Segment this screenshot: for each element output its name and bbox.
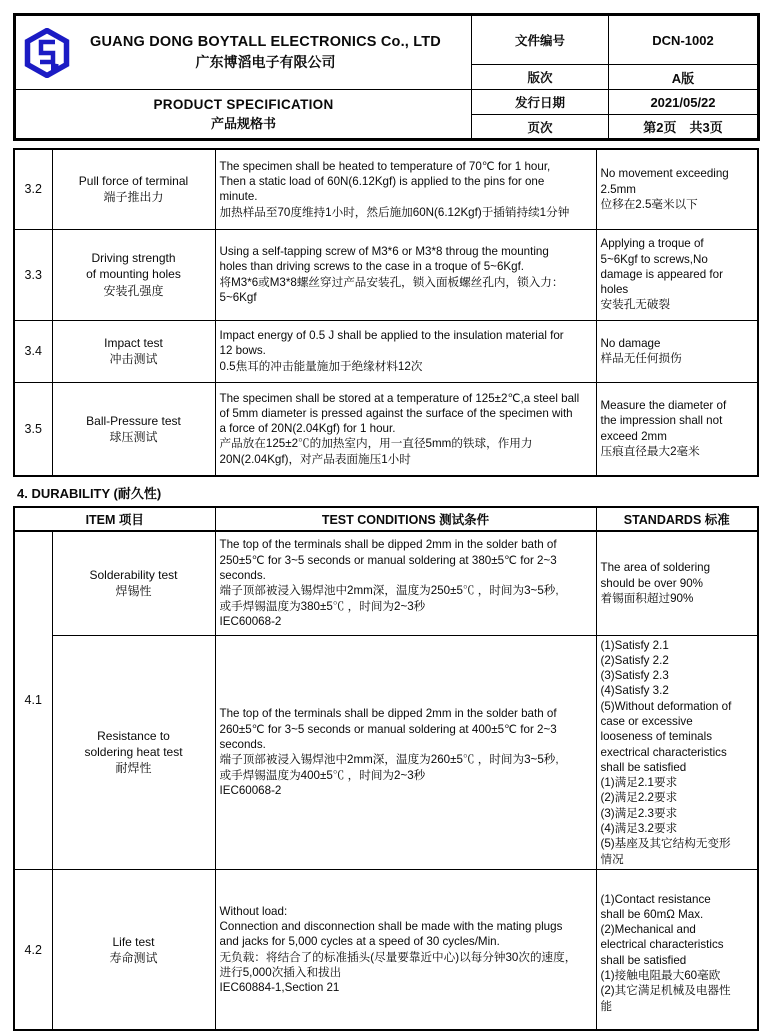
column-header-standards: STANDARDS 标准 — [596, 507, 758, 531]
test-conditions: The top of the terminals shall be dipped 2mm in the solder bath of 250±5℃ for 3~5 seconds or manual soldering at 380±5℃ for 2~3 seconds. 端子顶部被浸入锡焊池中2mm深，温度为250±5℃ ，时间为3~5秒, 或手焊锡温度为380±5℃ ，时间为2~3秒 IEC60068-2 — [215, 531, 596, 635]
meta-label-doc-number: 文件编号 — [472, 15, 609, 65]
standards: Measure the diameter of the impression shall not exceed 2mm 压痕直径最大2毫米 — [596, 382, 758, 476]
table-row — [14, 149, 758, 229]
table-row — [14, 869, 758, 1030]
row-number: 4.1 — [14, 531, 52, 869]
standards: No movement exceeding 2.5mm 位移在2.5毫米以下 — [596, 149, 758, 229]
row-number: 3.3 — [14, 229, 52, 320]
table-row — [14, 531, 758, 635]
hexagon-cube-logo-icon — [22, 28, 72, 78]
row-number: 4.2 — [14, 869, 52, 1030]
column-header-item: ITEM 项目 — [14, 507, 215, 531]
section3-table — [13, 148, 759, 477]
standards: Applying a troque of 5~6Kgf to screws,No damage is appeared for holes 安装孔无破裂 — [596, 229, 758, 320]
table-row — [14, 320, 758, 382]
item-name: Solderability test 焊锡性 — [52, 531, 215, 635]
table-header-row — [14, 507, 758, 531]
item-name: Life test 寿命测试 — [52, 869, 215, 1030]
meta-value-doc-number: DCN-1002 — [609, 15, 759, 65]
item-name: Driving strength of mounting holes 安装孔强度 — [52, 229, 215, 320]
section4-table — [13, 506, 759, 1031]
company-header-cell — [15, 15, 472, 90]
item-name: Pull force of terminal 端子推出力 — [52, 149, 215, 229]
company-name-en: GUANG DONG BOYTALL ELECTRONICS Co., LTD — [90, 33, 441, 50]
meta-value-revision: A版 — [609, 65, 759, 90]
standards: (1)Satisfy 2.1 (2)Satisfy 2.2 (3)Satisfy 2.3 (4)Satisfy 3.2 (5)Without deformation of case or excessive looseness of teminals exectrical characteristics shall be satisfied (1)满足2.1要求 (2)满足2.2要求 (3)满足2.3要求 (4)满足3.2要求 (5)基座及其它结构无变形 情况 — [596, 635, 758, 869]
test-conditions: Using a self-tapping screw of M3*6 or M3*8 throug the mounting holes than driving screws to the case in a troque of 5~6Kgf. 将M3*6或M3*8螺丝穿过产品安装孔，锁入面板螺丝孔内，锁入力： 5~6Kgf — [215, 229, 596, 320]
doc-title-en: PRODUCT SPECIFICATION — [153, 96, 334, 112]
test-conditions: The top of the terminals shall be dipped 2mm in the solder bath of 260±5℃ for 3~5 seconds or manual soldering at 400±5℃ for 2~3 seconds. 端子顶部被浸入锡焊池中2mm深，温度为260±5℃ ，时间为3~5秒, 或手焊锡温度为400±5℃ ，时间为2~3秒 IEC60068-2 — [215, 635, 596, 869]
header-table — [13, 13, 760, 141]
row-number: 3.5 — [14, 382, 52, 476]
standards: The area of soldering should be over 90% 着锡面积超过90% — [596, 531, 758, 635]
standards: (1)Contact resistance shall be 60mΩ Max. (2)Mechanical and electrical characteristics shall be satisfied (1)接触电阻最大60毫欧 (2)其它满足机械及电器性 能 — [596, 869, 758, 1030]
test-conditions: Impact energy of 0.5 J shall be applied to the insulation material for 12 bows. 0.5焦耳的冲击能量施加于绝缘材料12次 — [215, 320, 596, 382]
meta-label-issue-date: 发行日期 — [472, 90, 609, 115]
item-name: Ball-Pressure test 球压测试 — [52, 382, 215, 476]
standards: No damage 样品无任何损伤 — [596, 320, 758, 382]
section4-heading: 4. DURABILITY (耐久性) — [17, 486, 162, 501]
test-conditions: The specimen shall be stored at a temperature of 125±2℃,a steel ball of 5mm diameter is pressed against the surface of the specimen with a force of 20N(2.04Kgf) for 1 hour. 产品放在125±2℃的加热室内，用一直径5mm的铁球，作用力 20N(2.04Kgf)，对产品表面施压1小时 — [215, 382, 596, 476]
test-conditions: Without load: Connection and disconnection shall be made with the mating plugs and jacks for 5,000 cycles at a speed of 30 cycles/Min. 无负载：将结合了的标准插头(尽量要靠近中心)以每分钟30次的速度， 进行5,000次插入和拔出 IEC60884-1,Section 21 — [215, 869, 596, 1030]
row-number: 3.4 — [14, 320, 52, 382]
meta-value-issue-date: 2021/05/22 — [609, 90, 759, 115]
company-logo — [16, 28, 78, 78]
table-row — [14, 382, 758, 476]
row-number: 3.2 — [14, 149, 52, 229]
doc-title-cell — [15, 90, 472, 140]
item-name: Resistance to soldering heat test 耐焊性 — [52, 635, 215, 869]
meta-label-revision: 版次 — [472, 65, 609, 90]
doc-title-cn: 产品规格书 — [210, 115, 276, 131]
test-conditions: The specimen shall be heated to temperature of 70℃ for 1 hour, Then a static load of 60N(6.12Kgf) is applied to the pins for one minute. 加热样品至70度维持1小时，然后施加60N(6.12Kgf)于插销持续1分钟 — [215, 149, 596, 229]
company-name-cn: 广东博滔电子有限公司 — [195, 53, 336, 70]
column-header-conditions: TEST CONDITIONS 测试条件 — [215, 507, 596, 531]
meta-value-page: 第2页 共3页 — [609, 115, 759, 140]
table-row — [14, 635, 758, 869]
meta-label-page: 页次 — [472, 115, 609, 140]
table-row — [14, 229, 758, 320]
item-name: Impact test 冲击测试 — [52, 320, 215, 382]
